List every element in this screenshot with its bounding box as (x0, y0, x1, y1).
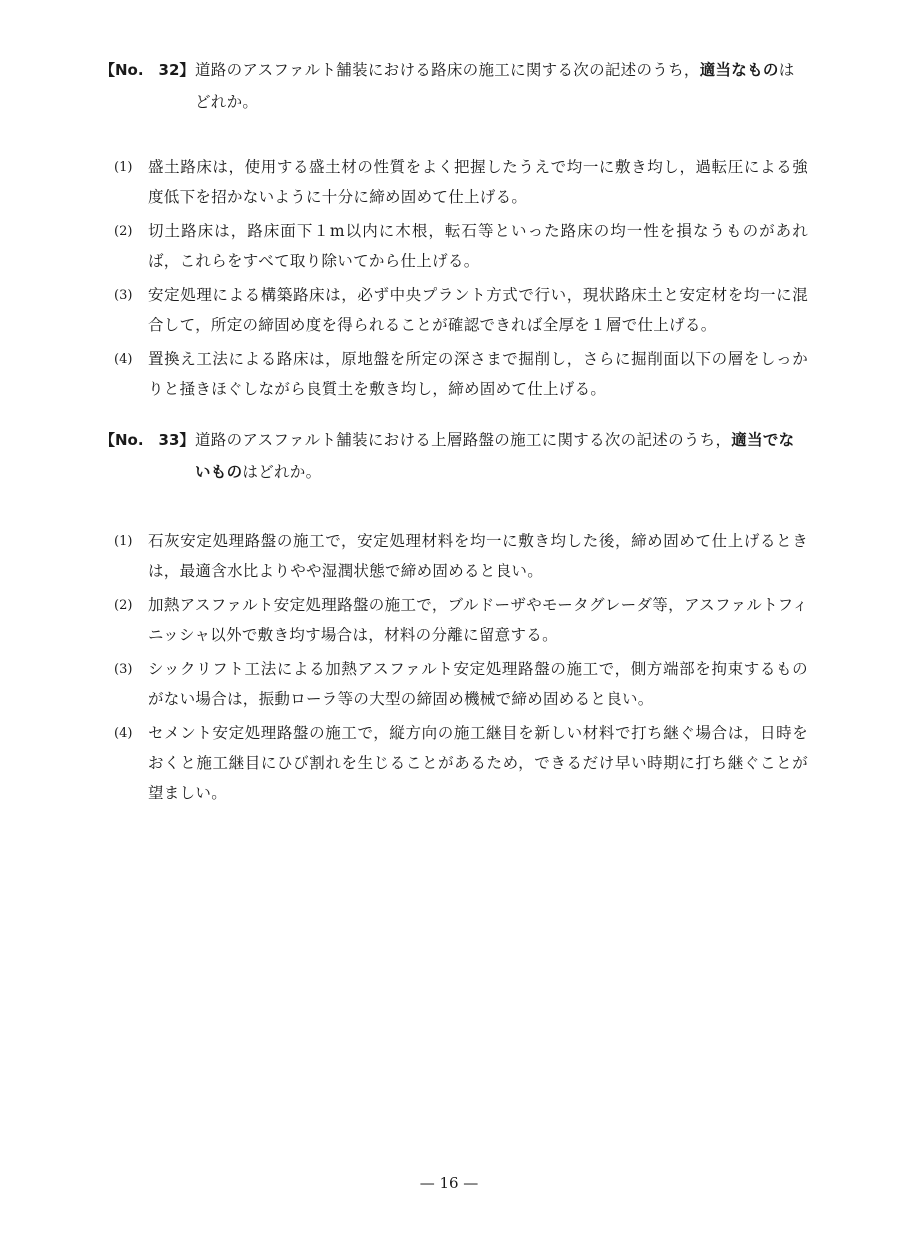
option-list (100, 526, 810, 808)
option-item (114, 152, 810, 212)
option-item (114, 344, 810, 404)
option-item (114, 590, 810, 650)
option-number: (4) (114, 726, 133, 741)
question-header (100, 424, 810, 488)
stem-emphasis: 適当でないもの (195, 431, 795, 481)
question-32 (100, 54, 810, 408)
option-text: 切土路床は，路床面下１m以内に木根，転石等といった路床の均一性を損なうものがあれば，これらをすべて取り除いてから仕上げる。 (148, 222, 808, 270)
option-number: (2) (114, 598, 133, 613)
question-header (100, 54, 810, 118)
question-33 (100, 424, 810, 812)
option-text: 安定処理による構築路床は，必ず中央プラント方式で行い，現状路床土と安定材を均一に混合して，所定の締固め度を得られることが確認できれば全厚を１層で仕上げる。 (148, 286, 808, 334)
option-item (114, 654, 810, 714)
option-number: (2) (114, 224, 133, 239)
option-item (114, 526, 810, 586)
stem-text: 道路のアスファルト舗装における上層路盤の施工に関する次の記述のうち， (195, 431, 732, 449)
option-text: セメント安定処理路盤の施工で，縦方向の施工継目を新しい材料で打ち継ぐ場合は，日時をおくと施工継目にひび割れを生じることがあるため，できるだけ早い時期に打ち継ぐことが望ましい。 (148, 724, 808, 802)
option-text: 加熱アスファルト安定処理路盤の施工で，ブルドーザやモータグレーダ等，アスファルトフィニッシャ以外で敷き均す場合は，材料の分離に留意する。 (148, 596, 808, 644)
option-text: 置換え工法による路床は，原地盤を所定の深さまで掘削し，さらに掘削面以下の層をしっかりと掻きほぐしながら良質土を敷き均し，締め固めて仕上げる。 (148, 350, 808, 398)
option-list (100, 152, 810, 404)
option-item (114, 280, 810, 340)
option-number: (4) (114, 352, 133, 367)
option-number: (3) (114, 288, 133, 303)
stem-emphasis: 適当なもの (699, 61, 779, 79)
option-number: (1) (114, 160, 133, 175)
question-number: 【No. 32】 (100, 61, 195, 79)
question-stem (195, 424, 810, 488)
option-number: (1) (114, 534, 133, 549)
option-item (114, 718, 810, 808)
page-number: — 16 — (419, 1174, 479, 1192)
option-number: (3) (114, 662, 133, 677)
option-item (114, 216, 810, 276)
stem-text-end: はどれか。 (242, 463, 322, 481)
question-stem (195, 54, 810, 118)
option-text: シックリフト工法による加熱アスファルト安定処理路盤の施工で，側方端部を拘束するものがない場合は，振動ローラ等の大型の締固め機械で締め固めると良い。 (148, 660, 808, 708)
option-text: 盛土路床は，使用する盛土材の性質をよく把握したうえで均一に敷き均し，過転圧による強度低下を招かないように十分に締め固めて仕上げる。 (148, 158, 808, 206)
option-text: 石灰安定処理路盤の施工で，安定処理材料を均一に敷き均した後，締め固めて仕上げるときは，最適含水比よりやや湿潤状態で締め固めると良い。 (148, 532, 808, 580)
stem-text: 道路のアスファルト舗装における路床の施工に関する次の記述のうち， (195, 61, 700, 79)
stem-text-end: はどれか。 (195, 61, 795, 111)
question-number: 【No. 33】 (100, 431, 195, 449)
